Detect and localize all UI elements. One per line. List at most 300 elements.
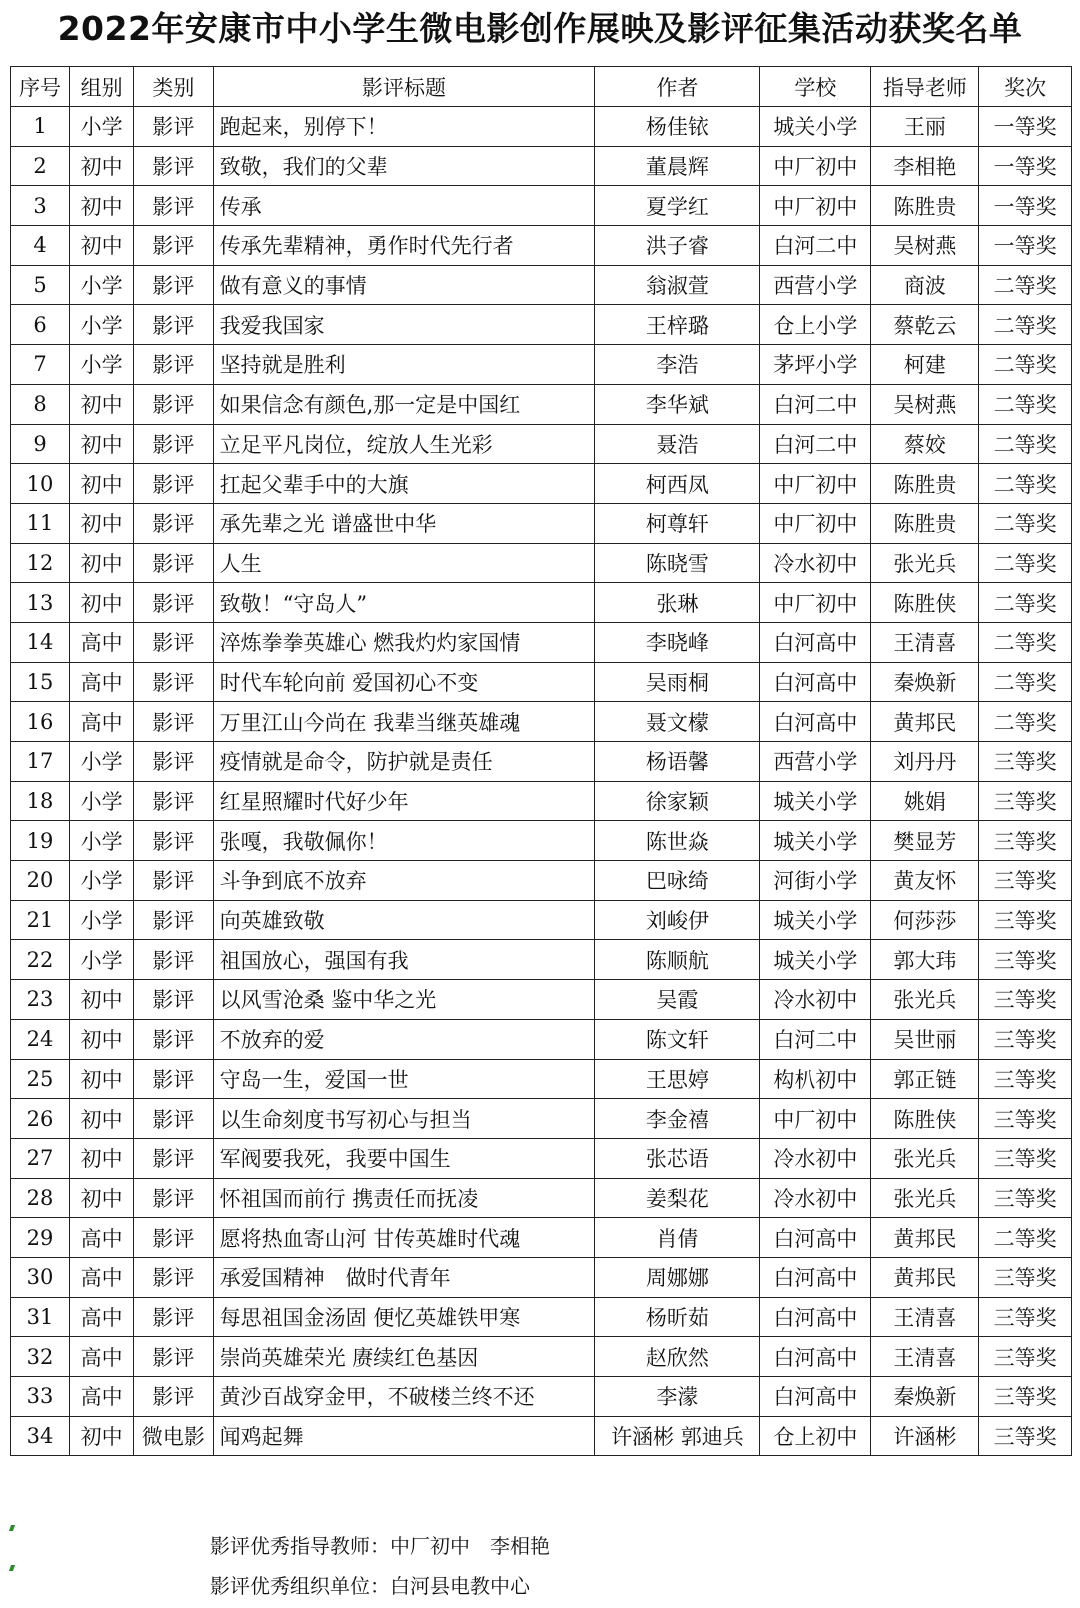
teacher-cell: 陈胜贵 (871, 186, 979, 226)
group-cell: 小学 (70, 900, 134, 940)
award-cell: 三等奖 (979, 1416, 1072, 1456)
category-cell: 影评 (134, 543, 213, 583)
school-cell: 中厂初中 (760, 1099, 871, 1139)
category-cell: 影评 (134, 146, 213, 186)
author-cell: 巴咏绮 (595, 861, 760, 901)
review-title-cell: 疫情就是命令，防护就是责任 (213, 742, 595, 782)
group-cell: 高中 (70, 1218, 134, 1258)
seq-cell: 23 (11, 980, 70, 1020)
seq-cell: 24 (11, 1019, 70, 1059)
header-award: 奖次 (979, 67, 1072, 107)
author-cell: 董晨辉 (595, 146, 760, 186)
author-cell: 陈顺航 (595, 940, 760, 980)
author-cell: 聂浩 (595, 424, 760, 464)
seq-cell: 32 (11, 1337, 70, 1377)
author-cell: 王梓璐 (595, 305, 760, 345)
teacher-cell: 郭大玮 (871, 940, 979, 980)
school-cell: 白河高中 (760, 662, 871, 702)
category-cell: 影评 (134, 900, 213, 940)
review-title-cell: 时代车轮向前 爱国初心不变 (213, 662, 595, 702)
award-cell: 三等奖 (979, 1138, 1072, 1178)
table-row (11, 662, 1072, 702)
seq-cell: 19 (11, 821, 70, 861)
review-title-cell: 传承 (213, 186, 595, 226)
category-cell: 影评 (134, 1099, 213, 1139)
table-row (11, 1337, 1072, 1377)
review-title-cell: 祖国放心，强国有我 (213, 940, 595, 980)
group-cell: 初中 (70, 424, 134, 464)
review-title-cell: 致敬！“守岛人” (213, 583, 595, 623)
review-title-cell: 承爱国精神 做时代青年 (213, 1257, 595, 1297)
author-cell: 许涵彬 郭迪兵 (595, 1416, 760, 1456)
group-cell: 初中 (70, 464, 134, 504)
school-cell: 西营小学 (760, 265, 871, 305)
review-title-cell: 如果信念有颜色,那一定是中国红 (213, 384, 595, 424)
group-cell: 初中 (70, 583, 134, 623)
category-cell: 影评 (134, 424, 213, 464)
review-title-cell: 闻鸡起舞 (213, 1416, 595, 1456)
table-row (11, 1257, 1072, 1297)
table-row (11, 900, 1072, 940)
header-school: 学校 (760, 67, 871, 107)
teacher-cell: 刘丹丹 (871, 742, 979, 782)
school-cell: 构朳初中 (760, 1059, 871, 1099)
award-cell: 三等奖 (979, 821, 1072, 861)
teacher-cell: 李相艳 (871, 146, 979, 186)
category-cell: 影评 (134, 1138, 213, 1178)
author-cell: 肖倩 (595, 1218, 760, 1258)
teacher-cell: 黄邦民 (871, 1257, 979, 1297)
award-cell: 一等奖 (979, 226, 1072, 266)
seq-cell: 29 (11, 1218, 70, 1258)
group-cell: 初中 (70, 1019, 134, 1059)
school-cell: 白河高中 (760, 1377, 871, 1417)
seq-cell: 20 (11, 861, 70, 901)
category-cell: 影评 (134, 186, 213, 226)
seq-cell: 8 (11, 384, 70, 424)
table-row (11, 107, 1072, 147)
review-title-cell: 万里江山今尚在 我辈当继英雄魂 (213, 702, 595, 742)
award-cell: 二等奖 (979, 345, 1072, 385)
seq-cell: 21 (11, 900, 70, 940)
author-cell: 周娜娜 (595, 1257, 760, 1297)
group-cell: 初中 (70, 1178, 134, 1218)
teacher-cell: 陈胜侠 (871, 1099, 979, 1139)
review-title-cell: 守岛一生，爱国一世 (213, 1059, 595, 1099)
author-cell: 张琳 (595, 583, 760, 623)
school-cell: 城关小学 (760, 107, 871, 147)
review-title-cell: 每思祖国金汤固 便忆英雄铁甲寒 (213, 1297, 595, 1337)
author-cell: 陈晓雪 (595, 543, 760, 583)
award-cell: 二等奖 (979, 464, 1072, 504)
group-cell: 小学 (70, 345, 134, 385)
seq-cell: 10 (11, 464, 70, 504)
school-cell: 白河高中 (760, 702, 871, 742)
teacher-cell: 何莎莎 (871, 900, 979, 940)
category-cell: 影评 (134, 861, 213, 901)
group-cell: 高中 (70, 1297, 134, 1337)
seq-cell: 17 (11, 742, 70, 782)
header-teacher: 指导老师 (871, 67, 979, 107)
seq-cell: 27 (11, 1138, 70, 1178)
group-cell: 初中 (70, 503, 134, 543)
group-cell: 小学 (70, 107, 134, 147)
table-row (11, 940, 1072, 980)
seq-cell: 31 (11, 1297, 70, 1337)
author-cell: 刘峻伊 (595, 900, 760, 940)
author-cell: 王思婷 (595, 1059, 760, 1099)
school-cell: 冷水初中 (760, 1138, 871, 1178)
award-cell: 三等奖 (979, 742, 1072, 782)
school-cell: 白河高中 (760, 1257, 871, 1297)
school-cell: 仓上小学 (760, 305, 871, 345)
seq-cell: 3 (11, 186, 70, 226)
award-cell: 三等奖 (979, 940, 1072, 980)
teacher-cell: 王清喜 (871, 622, 979, 662)
school-cell: 冷水初中 (760, 543, 871, 583)
seq-cell: 28 (11, 1178, 70, 1218)
category-cell: 影评 (134, 464, 213, 504)
seq-cell: 25 (11, 1059, 70, 1099)
teacher-cell: 郭正链 (871, 1059, 979, 1099)
award-cell: 三等奖 (979, 900, 1072, 940)
category-cell: 影评 (134, 1297, 213, 1337)
author-cell: 杨昕茹 (595, 1297, 760, 1337)
teacher-cell: 陈胜贵 (871, 464, 979, 504)
award-cell: 三等奖 (979, 1377, 1072, 1417)
review-title-cell: 坚持就是胜利 (213, 345, 595, 385)
author-cell: 柯尊轩 (595, 503, 760, 543)
teacher-cell: 蔡乾云 (871, 305, 979, 345)
review-title-cell: 做有意义的事情 (213, 265, 595, 305)
seq-cell: 18 (11, 781, 70, 821)
seq-cell: 11 (11, 503, 70, 543)
category-cell: 影评 (134, 742, 213, 782)
author-cell: 姜梨花 (595, 1178, 760, 1218)
author-cell: 聂文檬 (595, 702, 760, 742)
award-cell: 二等奖 (979, 503, 1072, 543)
header-review-title: 影评标题 (213, 67, 595, 107)
school-cell: 白河高中 (760, 1297, 871, 1337)
category-cell: 影评 (134, 702, 213, 742)
teacher-cell: 陈胜贵 (871, 503, 979, 543)
group-cell: 小学 (70, 821, 134, 861)
review-title-cell: 怀祖国而前行 携责任而抚凌 (213, 1178, 595, 1218)
school-cell: 城关小学 (760, 940, 871, 980)
teacher-cell: 陈胜侠 (871, 583, 979, 623)
category-cell: 影评 (134, 1019, 213, 1059)
review-title-cell: 跑起来，别停下！ (213, 107, 595, 147)
school-cell: 中厂初中 (760, 186, 871, 226)
category-cell: 影评 (134, 583, 213, 623)
school-cell: 白河二中 (760, 1019, 871, 1059)
author-cell: 吴霞 (595, 980, 760, 1020)
category-cell: 影评 (134, 1178, 213, 1218)
group-cell: 初中 (70, 226, 134, 266)
review-title-cell: 黄沙百战穿金甲，不破楼兰终不还 (213, 1377, 595, 1417)
seq-cell: 9 (11, 424, 70, 464)
group-cell: 初中 (70, 384, 134, 424)
award-cell: 一等奖 (979, 186, 1072, 226)
seq-cell: 30 (11, 1257, 70, 1297)
review-title-cell: 愿将热血寄山河 甘传英雄时代魂 (213, 1218, 595, 1258)
review-title-cell: 人生 (213, 543, 595, 583)
header-category: 类别 (134, 67, 213, 107)
review-title-cell: 淬炼拳拳英雄心 燃我灼灼家国情 (213, 622, 595, 662)
school-cell: 白河二中 (760, 226, 871, 266)
teacher-cell: 王丽 (871, 107, 979, 147)
teacher-cell: 张光兵 (871, 980, 979, 1020)
table-row (11, 622, 1072, 662)
category-cell: 影评 (134, 305, 213, 345)
school-cell: 白河高中 (760, 1337, 871, 1377)
group-cell: 初中 (70, 543, 134, 583)
teacher-cell: 黄友怀 (871, 861, 979, 901)
award-cell: 一等奖 (979, 146, 1072, 186)
group-cell: 初中 (70, 1099, 134, 1139)
award-cell: 三等奖 (979, 861, 1072, 901)
school-cell: 白河二中 (760, 424, 871, 464)
teacher-cell: 秦焕新 (871, 1377, 979, 1417)
author-cell: 洪子睿 (595, 226, 760, 266)
award-cell: 三等奖 (979, 1178, 1072, 1218)
teacher-cell: 黄邦民 (871, 702, 979, 742)
header-author: 作者 (595, 67, 760, 107)
category-cell: 微电影 (134, 1416, 213, 1456)
seq-cell: 22 (11, 940, 70, 980)
school-cell: 冷水初中 (760, 980, 871, 1020)
seq-cell: 26 (11, 1099, 70, 1139)
author-cell: 李华斌 (595, 384, 760, 424)
teacher-cell: 蔡姣 (871, 424, 979, 464)
table-row (11, 702, 1072, 742)
school-cell: 城关小学 (760, 900, 871, 940)
author-cell: 杨语馨 (595, 742, 760, 782)
table-row (11, 1019, 1072, 1059)
school-cell: 白河高中 (760, 1218, 871, 1258)
award-cell: 一等奖 (979, 107, 1072, 147)
review-title-cell: 军阀要我死，我要中国生 (213, 1138, 595, 1178)
school-cell: 冷水初中 (760, 1178, 871, 1218)
teacher-cell: 张光兵 (871, 1178, 979, 1218)
group-cell: 高中 (70, 622, 134, 662)
school-cell: 城关小学 (760, 781, 871, 821)
category-cell: 影评 (134, 940, 213, 980)
header-seq: 序号 (11, 67, 70, 107)
award-cell: 二等奖 (979, 265, 1072, 305)
group-cell: 高中 (70, 662, 134, 702)
category-cell: 影评 (134, 107, 213, 147)
teacher-cell: 张光兵 (871, 543, 979, 583)
seq-cell: 13 (11, 583, 70, 623)
author-cell: 徐家颖 (595, 781, 760, 821)
table-row (11, 265, 1072, 305)
review-title-cell: 张嘎，我敬佩你！ (213, 821, 595, 861)
category-cell: 影评 (134, 980, 213, 1020)
group-cell: 初中 (70, 186, 134, 226)
teacher-cell: 王清喜 (871, 1297, 979, 1337)
seq-cell: 14 (11, 622, 70, 662)
review-title-cell: 向英雄致敬 (213, 900, 595, 940)
table-row (11, 1297, 1072, 1337)
table-row (11, 503, 1072, 543)
group-cell: 初中 (70, 980, 134, 1020)
group-cell: 初中 (70, 1138, 134, 1178)
teacher-cell: 吴树燕 (871, 226, 979, 266)
category-cell: 影评 (134, 662, 213, 702)
award-cell: 二等奖 (979, 583, 1072, 623)
category-cell: 影评 (134, 265, 213, 305)
group-cell: 高中 (70, 1337, 134, 1377)
seq-cell: 4 (11, 226, 70, 266)
review-title-cell: 以生命刻度书写初心与担当 (213, 1099, 595, 1139)
review-title-cell: 崇尚英雄荣光 赓续红色基因 (213, 1337, 595, 1377)
teacher-cell: 柯建 (871, 345, 979, 385)
school-cell: 茅坪小学 (760, 345, 871, 385)
school-cell: 中厂初中 (760, 464, 871, 504)
table-row (11, 543, 1072, 583)
school-cell: 仓上初中 (760, 1416, 871, 1456)
review-title-cell: 以风雪沧桑 鉴中华之光 (213, 980, 595, 1020)
review-title-cell: 我爱我国家 (213, 305, 595, 345)
document-title: 2022年安康市中小学生微电影创作展映及影评征集活动获奖名单 (57, 9, 1023, 48)
teacher-cell: 姚娟 (871, 781, 979, 821)
teacher-cell: 吴世丽 (871, 1019, 979, 1059)
group-cell: 初中 (70, 1416, 134, 1456)
award-cell: 三等奖 (979, 1257, 1072, 1297)
header-group: 组别 (70, 67, 134, 107)
teacher-cell: 王清喜 (871, 1337, 979, 1377)
seq-cell: 2 (11, 146, 70, 186)
award-cell: 三等奖 (979, 1099, 1072, 1139)
school-cell: 白河高中 (760, 622, 871, 662)
author-cell: 杨佳铱 (595, 107, 760, 147)
author-cell: 陈文轩 (595, 1019, 760, 1059)
award-cell: 二等奖 (979, 702, 1072, 742)
table-row (11, 186, 1072, 226)
group-cell: 小学 (70, 265, 134, 305)
award-cell: 三等奖 (979, 1059, 1072, 1099)
group-cell: 初中 (70, 146, 134, 186)
category-cell: 影评 (134, 345, 213, 385)
seq-cell: 7 (11, 345, 70, 385)
category-cell: 影评 (134, 1059, 213, 1099)
category-cell: 影评 (134, 503, 213, 543)
category-cell: 影评 (134, 1337, 213, 1377)
table-row (11, 424, 1072, 464)
author-cell: 李浩 (595, 345, 760, 385)
category-cell: 影评 (134, 226, 213, 266)
table-row (11, 345, 1072, 385)
author-cell: 李金禧 (595, 1099, 760, 1139)
group-cell: 小学 (70, 305, 134, 345)
author-cell: 翁淑萱 (595, 265, 760, 305)
review-title-cell: 传承先辈精神，勇作时代先行者 (213, 226, 595, 266)
author-cell: 柯西凤 (595, 464, 760, 504)
award-cell: 二等奖 (979, 1218, 1072, 1258)
table-header-row (11, 67, 1072, 107)
category-cell: 影评 (134, 1257, 213, 1297)
review-title-cell: 立足平凡岗位，绽放人生光彩 (213, 424, 595, 464)
teacher-cell: 吴树燕 (871, 384, 979, 424)
table-row (11, 1178, 1072, 1218)
table-row (11, 980, 1072, 1020)
table-row (11, 1138, 1072, 1178)
review-title-cell: 红星照耀时代好少年 (213, 781, 595, 821)
category-cell: 影评 (134, 384, 213, 424)
review-title-cell: 致敬，我们的父辈 (213, 146, 595, 186)
table-row (11, 1059, 1072, 1099)
author-cell: 夏学红 (595, 186, 760, 226)
award-cell: 三等奖 (979, 1297, 1072, 1337)
table-row (11, 226, 1072, 266)
seq-cell: 15 (11, 662, 70, 702)
award-cell: 二等奖 (979, 424, 1072, 464)
award-cell: 三等奖 (979, 781, 1072, 821)
award-cell: 二等奖 (979, 543, 1072, 583)
table-body (11, 107, 1072, 1456)
table-row (11, 384, 1072, 424)
seq-cell: 12 (11, 543, 70, 583)
school-cell: 中厂初中 (760, 146, 871, 186)
award-cell: 二等奖 (979, 384, 1072, 424)
category-cell: 影评 (134, 622, 213, 662)
group-cell: 初中 (70, 1059, 134, 1099)
category-cell: 影评 (134, 1377, 213, 1417)
school-cell: 城关小学 (760, 821, 871, 861)
review-title-cell: 斗争到底不放弃 (213, 861, 595, 901)
table-row (11, 305, 1072, 345)
seq-cell: 1 (11, 107, 70, 147)
award-cell: 二等奖 (979, 662, 1072, 702)
review-title-cell: 不放弃的爱 (213, 1019, 595, 1059)
group-cell: 小学 (70, 781, 134, 821)
author-cell: 张芯语 (595, 1138, 760, 1178)
author-cell: 李濛 (595, 1377, 760, 1417)
review-title-cell: 扛起父辈手中的大旗 (213, 464, 595, 504)
school-cell: 中厂初中 (760, 583, 871, 623)
green-mark (9, 1525, 15, 1531)
school-cell: 河街小学 (760, 861, 871, 901)
seq-cell: 16 (11, 702, 70, 742)
table-row (11, 146, 1072, 186)
group-cell: 小学 (70, 742, 134, 782)
award-cell: 三等奖 (979, 1019, 1072, 1059)
group-cell: 高中 (70, 702, 134, 742)
school-cell: 白河二中 (760, 384, 871, 424)
author-cell: 赵欣然 (595, 1337, 760, 1377)
teacher-cell: 许涵彬 (871, 1416, 979, 1456)
school-cell: 西营小学 (760, 742, 871, 782)
awards-table (10, 66, 1072, 1456)
table-row (11, 1377, 1072, 1417)
green-mark (9, 1565, 15, 1571)
category-cell: 影评 (134, 1218, 213, 1258)
table-row (11, 742, 1072, 782)
table-row (11, 1099, 1072, 1139)
table-row (11, 1416, 1072, 1456)
teacher-cell: 商波 (871, 265, 979, 305)
author-cell: 吴雨桐 (595, 662, 760, 702)
seq-cell: 34 (11, 1416, 70, 1456)
group-cell: 高中 (70, 1377, 134, 1417)
teacher-cell: 张光兵 (871, 1138, 979, 1178)
table-row (11, 583, 1072, 623)
category-cell: 影评 (134, 821, 213, 861)
teacher-cell: 秦焕新 (871, 662, 979, 702)
review-title-cell: 承先辈之光 谱盛世中华 (213, 503, 595, 543)
author-cell: 陈世焱 (595, 821, 760, 861)
